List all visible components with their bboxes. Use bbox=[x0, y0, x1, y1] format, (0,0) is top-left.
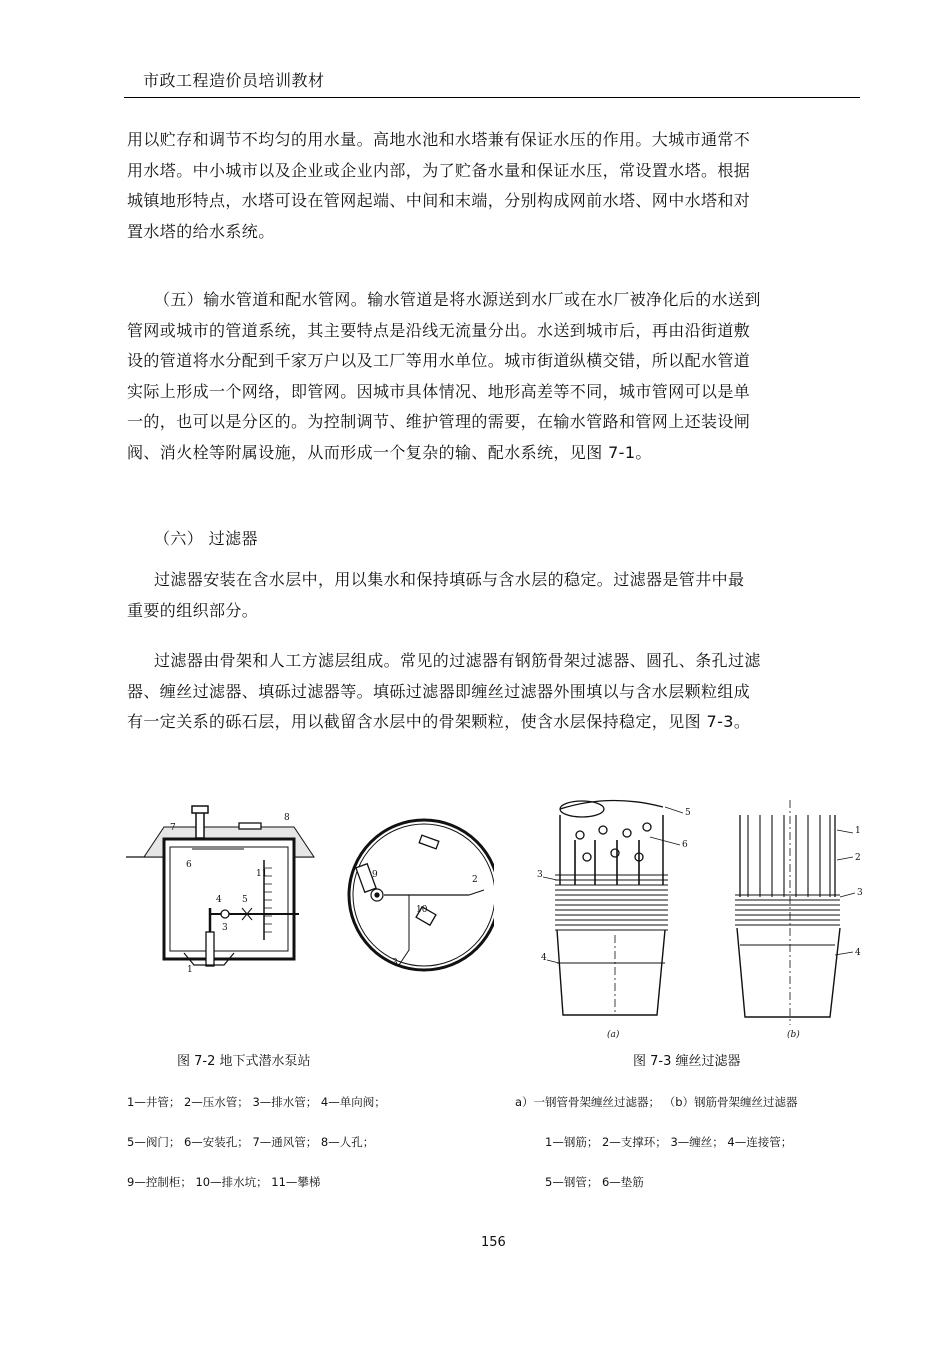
text-line: 重要的组织部分。 bbox=[127, 600, 259, 620]
label-3: 3 bbox=[537, 870, 543, 880]
text-line: 实际上形成一个网络，即管网。因城市具体情况、地形高差等不同，城市管网可以是单 bbox=[127, 381, 751, 401]
label-6: 6 bbox=[186, 860, 192, 870]
label-5: 5 bbox=[685, 808, 691, 818]
text-line: 置水塔的给水系统。 bbox=[127, 221, 275, 241]
running-header: 市政工程造价员培训教材 bbox=[143, 71, 325, 90]
page-number: 156 bbox=[481, 1235, 506, 1250]
label-b: (b) bbox=[787, 1030, 800, 1040]
label-4: 4 bbox=[216, 895, 222, 905]
label-1: 1 bbox=[187, 965, 193, 975]
text-line: 有一定关系的砾石层，用以截留含水层中的骨架颗粒，使含水层保持稳定，见图 7-3。 bbox=[127, 712, 751, 731]
label-11: 11 bbox=[256, 869, 268, 879]
text-line: 用水塔。中小城市以及企业或企业内部，为了贮备水量和保证水压，常设置水塔。根据 bbox=[127, 160, 751, 180]
figure-7-2-legend-line: 5—阀门； 6—安装孔； 7—通风管； 8—人孔； bbox=[127, 1135, 375, 1149]
text-line: 过滤器安装在含水层中，用以集水和保持填砾与含水层的稳定。过滤器是管井中最 bbox=[154, 570, 745, 589]
text-line: 用以贮存和调节不均匀的用水量。高地水池和水塔兼有保证水压的作用。大城市通常不 bbox=[127, 130, 751, 149]
text-line: 阀、消火栓等附属设施，从而形成一个复杂的输、配水系统，见图 7-1。 bbox=[127, 442, 652, 462]
section-heading-filter bbox=[127, 524, 827, 555]
paragraph-filter-types bbox=[127, 646, 827, 738]
label-4: 4 bbox=[541, 953, 547, 963]
label-10: 10 bbox=[416, 905, 428, 915]
label-3: 3 bbox=[222, 923, 228, 933]
label-6: 6 bbox=[682, 840, 688, 850]
text-line: 器、缠丝过滤器、填砾过滤器等。填砾过滤器即缠丝过滤器外围填以与含水层颗粒组成 bbox=[127, 681, 751, 701]
figure-7-3-legend-line: 5—钢管； 6—垫筋 bbox=[545, 1175, 644, 1189]
paragraph-filter-intro bbox=[127, 565, 827, 626]
figure-7-3-wire-wound-filter-drawing bbox=[535, 795, 875, 1040]
figure-7-2-caption: 图 7-2 地下式潜水泵站 bbox=[177, 1054, 311, 1069]
label-9: 9 bbox=[372, 870, 378, 880]
figure-7-2-pump-station-drawing bbox=[124, 800, 494, 975]
label-7: 7 bbox=[170, 823, 176, 833]
paragraph-pipe-network bbox=[127, 285, 827, 468]
label-5: 5 bbox=[242, 895, 248, 905]
figure-7-3-caption: 图 7-3 缠丝过滤器 bbox=[633, 1054, 741, 1069]
label-4b: 4 bbox=[855, 948, 861, 958]
text-line: 过滤器由骨架和人工方滤层组成。常见的过滤器有钢筋骨架过滤器、圆孔、条孔过滤 bbox=[154, 651, 761, 670]
paragraph-water-tower bbox=[127, 125, 827, 247]
label-8: 8 bbox=[284, 813, 290, 823]
text-line: 一的，也可以是分区的。为控制调节、维护管理的需要，在输水管路和管网上还装设闸 bbox=[127, 412, 751, 431]
header-rule bbox=[124, 97, 860, 98]
label-3b: 3 bbox=[857, 888, 863, 898]
label-a: (a) bbox=[607, 1030, 620, 1040]
figure-7-2-legend-line: 9—控制柜； 10—排水坑； 11—攀梯 bbox=[127, 1175, 321, 1189]
figure-7-3-legend-line: a）一钢管骨架缠丝过滤器； （b）钢筋骨架缠丝过滤器 bbox=[515, 1095, 798, 1109]
label-1: 1 bbox=[855, 826, 861, 836]
label-3b: 3 bbox=[392, 958, 398, 968]
text-line: 设的管道将水分配到千家万户以及工厂等用水单位。城市街道纵横交错，所以配水管道 bbox=[127, 351, 751, 370]
label-2: 2 bbox=[855, 853, 861, 863]
text-line: （五）输水管道和配水管网。输水管道是将水源送到水厂或在水厂被净化后的水送到 bbox=[154, 290, 761, 309]
figure-7-3-legend-line: 1—钢筋； 2—支撑环； 3—缠丝； 4—连接管； bbox=[545, 1135, 793, 1149]
heading-text: （六） 过滤器 bbox=[154, 529, 258, 548]
text-line: 管网或城市的管道系统，其主要特点是沿线无流量分出。水送到城市后，再由沿街道敷 bbox=[127, 320, 751, 340]
figure-7-2-legend-line: 1—井管； 2—压水管； 3—排水管； 4—单向阀； bbox=[127, 1095, 386, 1109]
label-2: 2 bbox=[472, 875, 478, 885]
text-line: 城镇地形特点，水塔可设在管网起端、中间和末端，分别构成网前水塔、网中水塔和对 bbox=[127, 191, 751, 210]
